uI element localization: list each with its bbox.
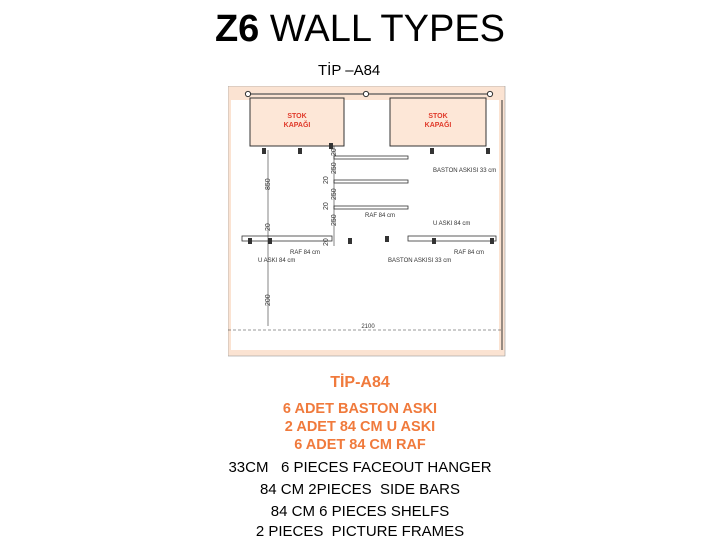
orange-line-2: 2 ADET 84 CM U ASKI	[284, 419, 436, 435]
label-raf-right: RAF 84 cm	[454, 250, 485, 256]
dim-20a: 20	[265, 223, 272, 231]
hanger-hook	[430, 148, 434, 154]
stock-door-left-label-1: STOK	[287, 113, 307, 120]
dim-250c: 250	[331, 214, 338, 226]
rail-bracket	[245, 91, 250, 96]
dim-20b: 20	[331, 148, 338, 156]
label-baston-top: BASTON ASKISI 33 cm	[433, 168, 497, 174]
stock-door-right-label-2: KAPAĞI	[424, 122, 452, 129]
hanger-hook	[490, 238, 494, 244]
spec-line-3: 84 CM 6 PIECES SHELFS	[270, 503, 450, 520]
label-raf-left: RAF 84 cm	[290, 250, 321, 256]
rail-bracket	[363, 91, 368, 96]
title-bold: Z6	[214, 8, 260, 50]
hanger-hook	[385, 236, 389, 242]
u-bar-right	[408, 236, 496, 241]
orange-line-3: 6 ADET 84 CM RAF	[294, 437, 426, 453]
wall-elevation-drawing	[228, 86, 506, 358]
label-baston-bottom: BASTON ASKISI 33 cm	[388, 258, 452, 264]
hanger-hook	[348, 238, 352, 244]
label-u-aski-right: U ASKI 84 cm	[433, 221, 471, 227]
dim-20c: 20	[323, 176, 330, 184]
hanger-hook	[262, 148, 266, 154]
dim-850: 850	[265, 178, 272, 190]
u-bar-left	[242, 236, 332, 241]
label-u-aski-left: U ASKI 84 cm	[258, 258, 296, 264]
stock-door-left-label-2: KAPAĞI	[283, 122, 311, 129]
hanger-hook	[298, 148, 302, 154]
dim-250b: 250	[331, 188, 338, 200]
label-raf-mid: RAF 84 cm	[365, 213, 396, 219]
hanger-hook	[248, 238, 252, 244]
shelf	[334, 206, 408, 209]
page-title	[0, 8, 720, 51]
shelf	[334, 180, 408, 183]
stock-door-right-label-1: STOK	[428, 113, 448, 120]
dim-20e: 20	[323, 238, 330, 246]
hanger-hook	[432, 238, 436, 244]
type-title: TİP-A84	[330, 374, 390, 391]
total-width-label: 2100	[361, 324, 375, 330]
hanger-hook	[329, 143, 333, 149]
hanger-hook	[268, 238, 272, 244]
type-subtitle: TİP –A84	[318, 62, 381, 79]
shelf	[334, 156, 408, 159]
dim-250a: 250	[331, 162, 338, 174]
rail-bracket	[487, 91, 492, 96]
dim-20d: 20	[323, 202, 330, 210]
hanger-hook	[486, 148, 490, 154]
spec-line-2: 84 CM 2PIECES SIDE BARS	[259, 481, 461, 498]
spec-line-1: 33CM 6 PIECES FACEOUT HANGER	[228, 459, 492, 476]
dim-200: 200	[265, 294, 272, 306]
spec-line-4: 2 PIECES PICTURE FRAMES	[255, 523, 465, 540]
title-rest: WALL TYPES	[259, 8, 506, 50]
orange-line-1: 6 ADET BASTON ASKI	[282, 401, 438, 417]
